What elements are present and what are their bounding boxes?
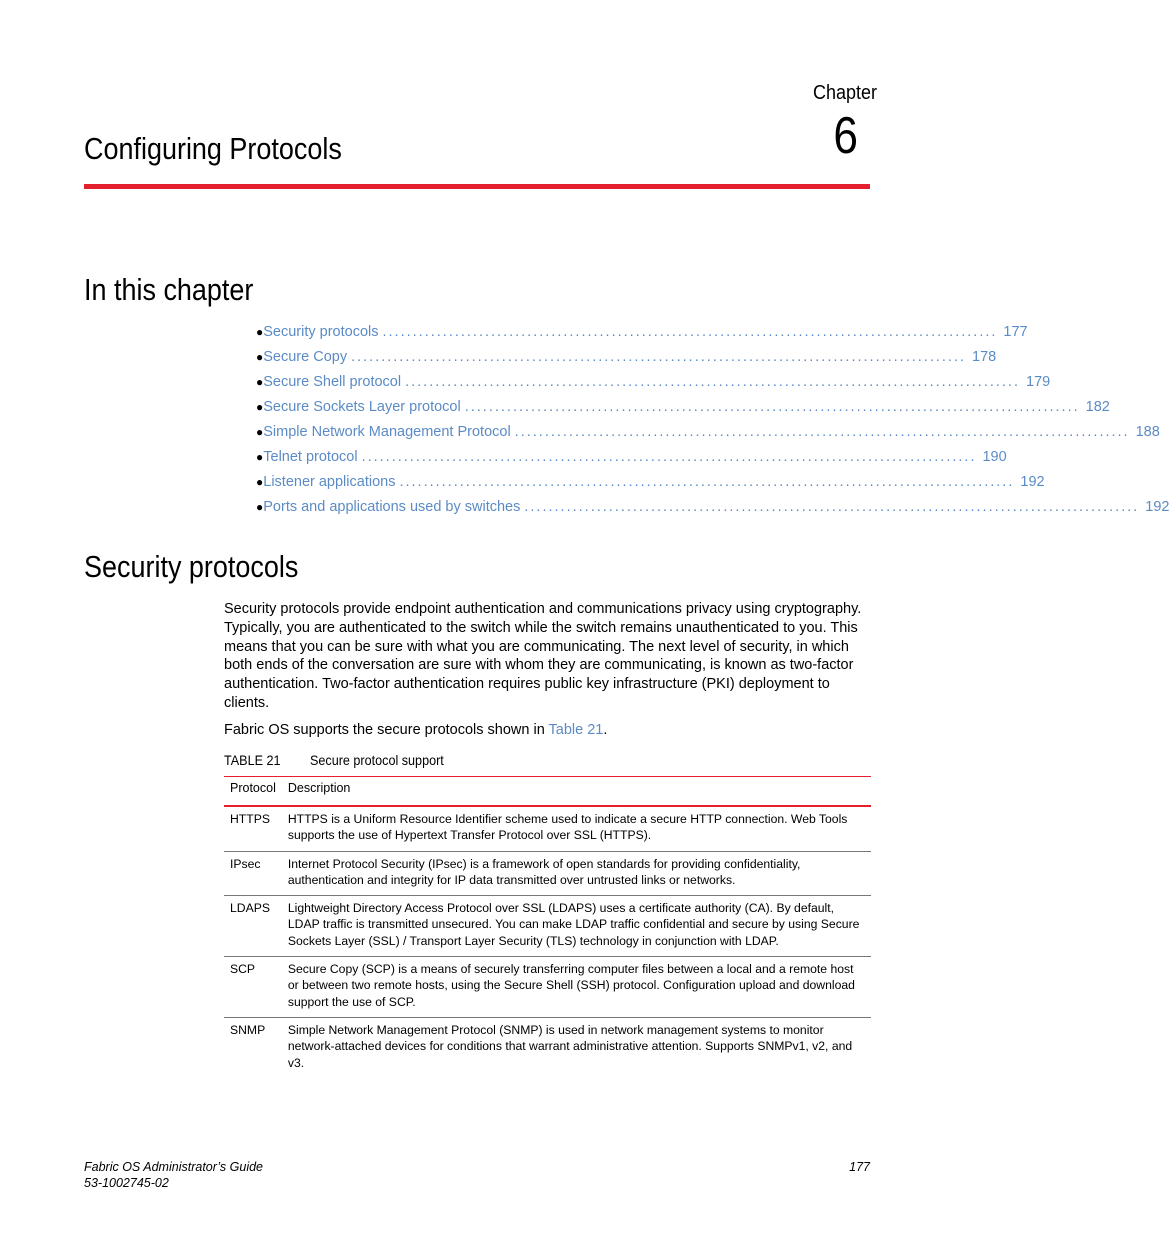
protocol-cell: IPsec	[230, 856, 261, 871]
toc-page-number[interactable]: 190	[982, 449, 1007, 465]
toc-page-number[interactable]: 192	[1020, 474, 1045, 490]
support-suffix: .	[603, 722, 608, 738]
protocol-cell: SCP	[230, 962, 256, 977]
table-row	[224, 1017, 871, 1077]
toc-link[interactable]: Secure Shell protocol	[263, 374, 402, 390]
table-row	[224, 806, 871, 851]
toc-link[interactable]: Secure Sockets Layer protocol	[263, 399, 461, 415]
footer-page-number: 177	[849, 1160, 870, 1174]
toc-link[interactable]: Listener applications	[263, 474, 396, 490]
toc-leader-dots: ......................................................................................................	[399, 474, 1015, 490]
toc-leader-dots: ......................................................................................................	[514, 424, 1130, 440]
toc-item[interactable]	[256, 420, 1160, 445]
toc-leader-dots: ......................................................................................................	[361, 449, 977, 465]
toc-page-number[interactable]: 179	[1026, 374, 1051, 390]
toc-link[interactable]: Secure Copy	[263, 349, 348, 365]
table-caption	[224, 752, 459, 768]
toc-leader-dots: ......................................................................................................	[405, 374, 1020, 390]
chapter-title: Configuring Protocols	[84, 131, 342, 166]
toc-leader-dots: ......................................................................................................	[382, 324, 998, 340]
toc-page-number[interactable]: 182	[1085, 399, 1110, 415]
bullet-icon: ●	[256, 500, 264, 514]
toc-page-number[interactable]: 188	[1135, 424, 1160, 440]
toc-item[interactable]	[256, 320, 1028, 345]
toc-leader-dots: ......................................................................................................	[524, 499, 1140, 515]
chapter-rule	[84, 184, 870, 189]
support-paragraph	[224, 721, 864, 740]
protocol-cell: LDAPS	[230, 901, 270, 916]
bullet-icon: ●	[256, 375, 264, 389]
support-prefix: Fabric OS supports the secure protocols shown in	[224, 722, 549, 738]
chapter-label: Chapter	[812, 82, 877, 104]
toc-link[interactable]: Simple Network Management Protocol	[263, 424, 511, 440]
toc-leader-dots: ......................................................................................................	[464, 399, 1080, 415]
chapter-number: 6	[833, 107, 858, 165]
description-cell: Simple Network Management Protocol (SNMP) is used in network management systems to monitor network-attached devices for conditions that warrant administrative attention. Supports SNMPv1, v2, and v3.	[287, 1022, 853, 1070]
toc-heading: In this chapter	[84, 272, 254, 307]
footer-guide-title: Fabric OS Administrator’s Guide	[84, 1160, 263, 1174]
footer-doc-number: 53-1002745-02	[84, 1176, 169, 1190]
table-caption-title: Secure protocol support	[310, 752, 444, 768]
toc-link[interactable]: Ports and applications used by switches	[263, 499, 521, 515]
toc-link[interactable]: Security protocols	[263, 324, 379, 340]
toc-list	[256, 320, 1170, 520]
bullet-icon: ●	[256, 400, 264, 414]
description-cell: HTTPS is a Uniform Resource Identifier scheme used to indicate a secure HTTP connection. Web Tools supports the use of Hypertext Transfer Protocol over SSL (HTTPS).	[287, 812, 848, 843]
toc-item[interactable]	[256, 395, 1110, 420]
toc-page-number[interactable]: 178	[972, 349, 997, 365]
toc-page-number[interactable]: 192	[1145, 499, 1170, 515]
bullet-icon: ●	[256, 325, 264, 339]
description-cell: Lightweight Directory Access Protocol over SSL (LDAPS) uses a certificate authority (CA). By default, LDAP traffic is transmitted unsecured. You can make LDAP traffic confidential and secure by using Secure Sockets Layer (SSL) / Transport Layer Security (TLS) technology in conjunction with LDAP.	[287, 901, 860, 948]
intro-paragraph: Security protocols provide endpoint authentication and communications privacy using cryptography. Typically, you are authenticated to the switch while the switch remains unauthenticated to you. This means that you can be sure with what you are communicating. The next level of security, in which both ends of the conversation are sure with whom they are communicating, is known as two-factor authentication. Two-factor authentication requires public key infrastructure (PKI) deployment to clients.	[224, 601, 862, 711]
bullet-icon: ●	[256, 475, 264, 489]
table-row	[224, 896, 871, 957]
toc-leader-dots: ......................................................................................................	[351, 349, 966, 365]
protocol-cell: SNMP	[230, 1022, 266, 1037]
description-cell: Internet Protocol Security (IPsec) is a framework of open standards for providing confidentiality, authentication and integrity for IP data transmitted over untrusted links or networks.	[287, 856, 801, 887]
toc-item[interactable]	[256, 470, 1045, 495]
table-row	[224, 851, 871, 896]
toc-item[interactable]	[256, 370, 1051, 395]
table-row	[224, 957, 871, 1018]
toc-item[interactable]	[256, 345, 997, 370]
table-caption-number: TABLE 21	[224, 752, 281, 768]
section-heading: Security protocols	[84, 549, 299, 584]
toc-page-number[interactable]: 177	[1003, 324, 1028, 340]
table-21-link[interactable]: Table 21	[548, 722, 604, 738]
bullet-icon: ●	[256, 350, 264, 364]
bullet-icon: ●	[256, 425, 264, 439]
protocol-cell: HTTPS	[230, 812, 270, 826]
toc-item[interactable]	[256, 495, 1170, 520]
table-header-row	[224, 777, 871, 807]
secure-protocol-table	[224, 776, 871, 1078]
header-description: Description	[287, 781, 351, 795]
toc-link[interactable]: Telnet protocol	[263, 449, 358, 465]
toc-item[interactable]	[256, 445, 1007, 470]
header-protocol: Protocol	[230, 781, 276, 795]
description-cell: Secure Copy (SCP) is a means of securely transferring computer files between a local and a remote host or between two remote hosts, using the Secure Shell (SSH) protocol. Configuration upload and download support the use of SCP.	[287, 962, 855, 1009]
bullet-icon: ●	[256, 450, 264, 464]
